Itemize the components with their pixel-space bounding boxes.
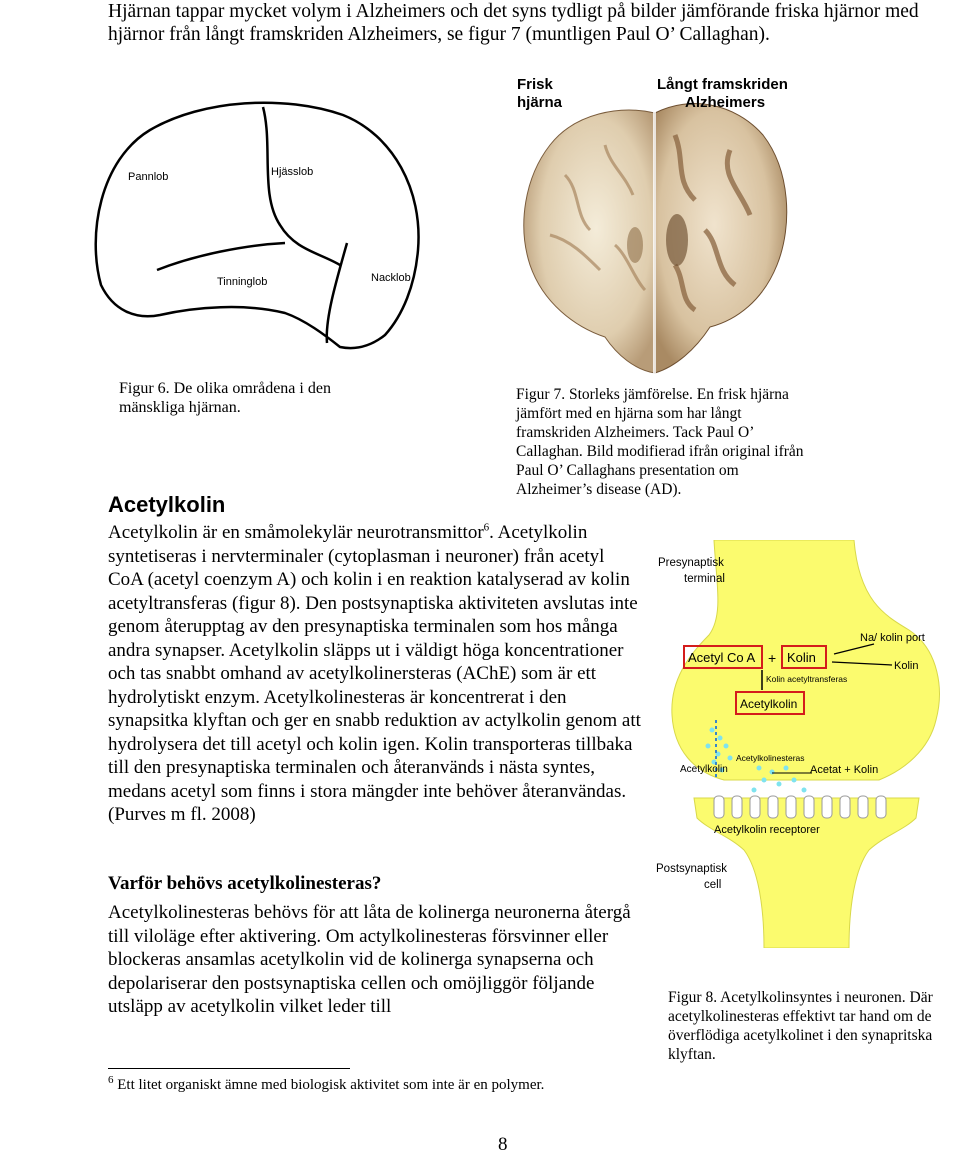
plus-sign: + [768,650,777,666]
figure-8-caption: Figur 8. Acetylkolinsyntes i neuronen. Där acetylkolinesteras effektivt tar hand om de överflödiga acetylkolinet i den synapritska klyftan. [668,989,933,1063]
paragraph-acetylkolin-start: Acetylkolin är en småmolekylär neurotransmittor [108,522,484,543]
acetat-kolin-label: Acetat + Kolin [810,764,879,776]
figure-7-brain-photo [505,65,805,377]
figure-6-brain-diagram [85,85,430,375]
presynaptic-label-line2: terminal [684,573,725,585]
postsynaptic-label-line1: Postsynaptisk [656,863,727,875]
parieto-occipital-sulcus [327,243,347,343]
intro-paragraph: Hjärnan tappar mycket volym i Alzheimers och det syns tydligt på bilder jämförande friska hjärnor med hjärnor från långt framskriden Alzheimers, se figur 7 (muntligen Paul O’ Callaghan). [108,1,919,45]
figure-8-synapse-diagram [654,540,960,948]
lobe-label-tinninglob: Tinninglob [217,276,268,288]
kolin-side-label: Kolin [894,660,919,672]
ad-label-line2: Alzheimers [685,94,766,111]
ad-label-line1: Långt framskriden [657,76,788,93]
na-kolin-port-label: Na/ kolin port [860,632,925,644]
paragraph-acetylkolinesteras: Acetylkolinesteras behövs för att låta de kolinerga neuronerna återgå till viloläge efter aktivering. Om actylkolinesteras försvinner eller blockeras ansamlas acetylkolin vid de kolinerga synapserna och depolariserar den postsynaptiska cellen och omöjliggör följande utsläpp av acetylkolin vilket leder till [108,902,631,1017]
footnote-reference[interactable]: 6 [483,521,490,534]
brain-outline [96,103,419,348]
paragraph-acetylkolin [108,521,642,827]
acetylkolin-box-label: Acetylkolin [740,697,798,711]
footnote-text: Ett litet organiskt ämne med biologisk aktivitet som inte är en polymer. [117,1077,545,1093]
figure-7-caption: Figur 7. Storleks jämförelse. En frisk hjärna jämfört med en hjärna som har långt framskriden Alzheimers. Tack Paul O’ Callaghan. Bild modifierad ifrån original ifrån Paul O’ Callaghans presentation om Alzheimer’s disease (AD). [516,386,804,498]
footnote-divider [108,1068,350,1069]
page-number: 8 [498,1134,508,1155]
postsynaptic-label-line2: cell [704,879,722,891]
acetylkolin-cleft-label: Acetylkolin [680,764,728,775]
lateral-sulcus [157,243,285,270]
acetyl-coa-label: Acetyl Co A [688,650,756,665]
central-sulcus [263,107,340,265]
heading-acetylkolin: Acetylkolin [108,492,226,517]
paragraph-acetylkolin-rest: . Acetylkolin syntetiseras i nervterminaler (cytoplasman i neuroner) från acetyl CoA (acetyl coenzym A) och kolin i en reaktion katalyserad av kolin acetyltransferas (figur 8). Den postsynaptiska aktiviteten avslutas inte genom återupptag av den presynaptiska terminalen som hos många andra synapser. Acetylkolin släpps ut i väldigt höga koncentrationer och tas snabbt omhand av acetylkolinersteras (AChE) som är ett hydrolytiskt enzym. Acetylkolinesteras är koncentrerat i den synapsitka klyftan och ger en snabb reduktion av actylkolin genom att hydrolysera det till acetyl och kolin igen. Kolin transporteras tillbaka till den presynaptiska terminalen och återanvänds i nästa syntes, medans acetyl som finns i stora mängder inte behöver återanvändas. (Purves m fl. 2008) [108,522,641,825]
figure-6-caption: Figur 6. De olika områdena i den mänskliga hjärnan. [119,380,331,416]
acetylkolinesteras-label: Acetylkolinesteras [736,753,805,763]
kolin-acetyltransferas-label: Kolin acetyltransferas [766,674,848,684]
receptor-label: Acetylkolin receptorer [714,824,820,836]
healthy-label-line2: hjärna [517,94,563,111]
presynaptic-label-line1: Presynaptisk [658,557,724,569]
heading-why-acetylkolinesteras: Varför behövs acetylkolinesteras? [108,873,382,894]
lobe-label-nacklob: Nacklob [371,272,411,284]
footnote-number: 6 [108,1074,114,1086]
kolin-box-label: Kolin [787,650,816,665]
lobe-label-pannlob: Pannlob [128,171,169,183]
lobe-label-hjasslob: Hjässlob [271,166,314,178]
healthy-label-line1: Frisk [517,76,553,93]
footnote [108,1076,708,1095]
